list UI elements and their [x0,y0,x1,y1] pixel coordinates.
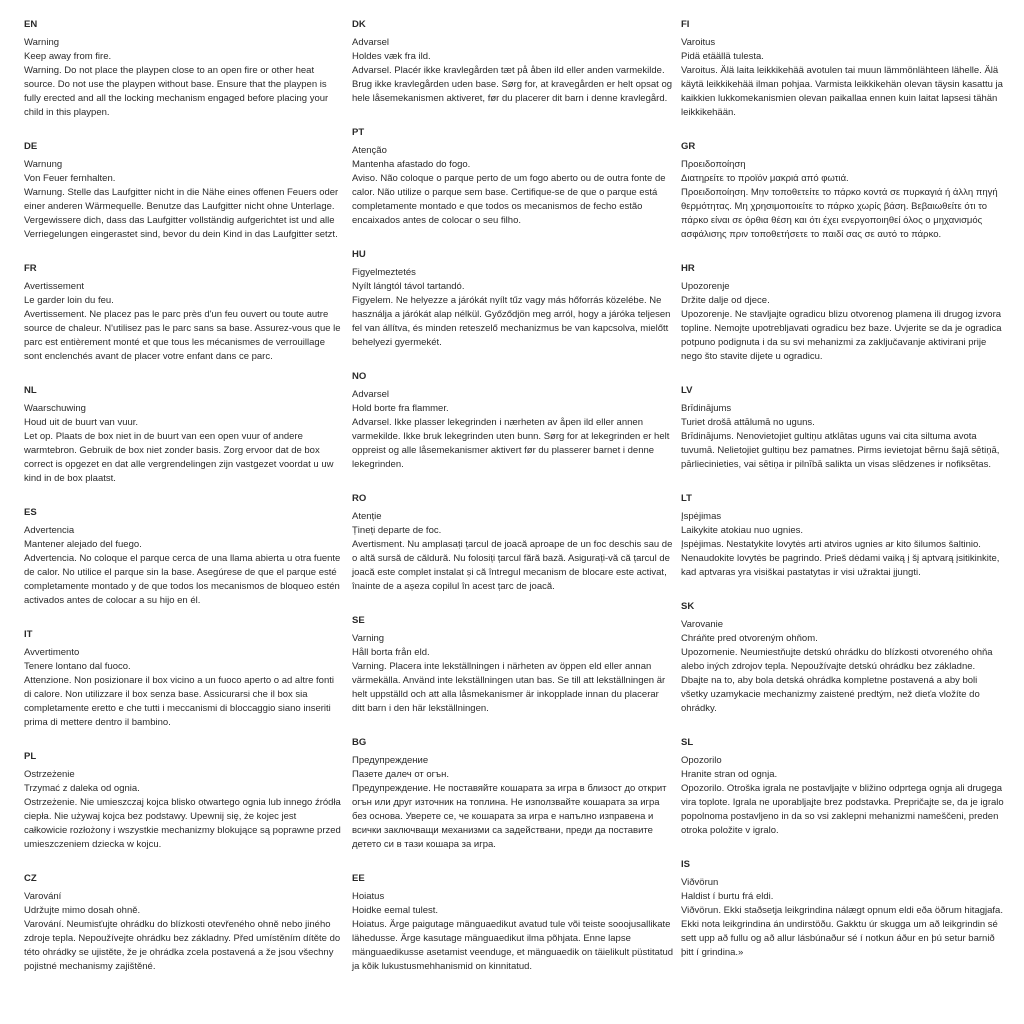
language-code: PT [352,127,365,138]
language-code: NL [24,385,37,396]
language-code: SE [352,615,365,626]
warning-body: Προειδοποίηση. Μην τοποθετείτε το πάρκο κοντά σε πυρκαγιά ή άλλη πηγή θερμότητας. Μη χρησιμοποιείτε το πάρκο χωρίς βάση. Βεβαιωθείτε ότι το πάρκο είναι σε όρθια θέση και ότι έχει ενεργοποιηθεί όλος ο μηχανισμός ασφάλισης πριν τοποθετήσετε το παιδί σας σε αυτό το πάρκο. [681,187,998,240]
language-block-se [352,614,674,716]
warning-heading: Avvertimento [24,647,80,658]
short-warning: Houd uit de buurt van vuur. [24,417,139,428]
language-code: DK [352,19,366,30]
short-warning: Διατηρείτε το προϊόν μακριά από φωτιά. [681,173,849,184]
short-warning: Turiet drošā attālumā no uguns. [681,417,815,428]
warning-heading: Figyelmeztetés [352,267,416,278]
warning-body: Opozorilo. Otroška igrala ne postavljajte v bližino odprtega ognja ali drugega vira toplote. Igrala ne uporabljajte brez podstavka. Prepričajte se, da je igralo popolnoma postavljeno in da so vsi zaklepni mehanizmi nameščeni, preden otroka položite v igralo. [681,783,1004,836]
short-warning: Hranite stran od ognja. [681,769,778,780]
language-code: IS [681,859,690,870]
short-warning: Hoidke eemal tulest. [352,905,439,916]
short-warning: Tenere lontano dal fuoco. [24,661,131,672]
language-block-lv [681,384,1005,472]
language-code: LV [681,385,693,396]
language-block-sl [681,736,1005,838]
column-3 [681,18,1005,980]
short-warning: Nyílt lángtól távol tartandó. [352,281,465,292]
language-block-dk [352,18,674,106]
warning-heading: Atenção [352,145,387,156]
warning-body: Warning. Do not place the playpen close to an open fire or other heat source. Do not use the playpen without base. Ensure that the playpen is fully erected and all the locking mechanism engaged before placing your child in this playpen. [24,65,329,118]
language-code: FR [24,263,37,274]
warning-body: Advarsel. Ikke plasser lekegrinden i nærheten av åpen ild eller annen varmekilde. Ikke bruk lekegrinden uten bunn. Sørg for at lekegrinden er helt oppreist og alle låsemekanismer aktivert før du plasserer barnet i denne lekegrinden. [352,417,670,470]
language-code: SK [681,601,695,612]
column-2 [352,18,674,994]
warning-heading: Warning [24,37,60,48]
language-block-ee [352,872,674,974]
warning-heading: Viðvörun [681,877,719,888]
language-block-sk [681,600,1005,716]
language-block-fi [681,18,1005,120]
warning-heading: Varoitus [681,37,716,48]
warning-body: Let op. Plaats de box niet in de buurt van een open vuur of andere warmtebron. Gebruik de box niet zonder basis. Zorg ervoor dat de box correct is opgezet en dat alle vergrendelingen zijn vastgezet voordat u uw kind in de box plaatst. [24,431,334,484]
warning-body: Brīdinājums. Nenovietojiet gultiņu atklātas uguns vai cita siltuma avota tuvumā. Nelietojiet gultiņu bez pamatnes. Pirms ievietojat bērnu šajā sētiņā, pārliecinieties, vai sētiņa ir pilnībā salikta un visas slēdzenes ir nofiksētas. [681,431,1000,470]
language-block-hu [352,248,674,350]
short-warning: Håll borta från eld. [352,647,430,658]
short-warning: Chráňte pred otvoreným ohňom. [681,633,818,644]
short-warning: Haldist í burtu frá eldi. [681,891,774,902]
warning-heading: Varování [24,891,62,902]
short-warning: Trzymać z daleka od ognia. [24,783,140,794]
warning-body: Hoiatus. Ärge paigutage mänguaedikut avatud tule või teiste sooojusallikate lähedusse. Ärge kasutage mänguaedikut ilma põhjata. Enne lapse mänguaedikusse asetamist veenduge, et mänguaedik on täielikult püstitatud ja kõik lukustusmehhanismid on kinnitatud. [352,919,674,972]
warning-heading: Atenție [352,511,382,522]
warning-heading: Advarsel [352,37,389,48]
language-code: HR [681,263,695,274]
language-block-bg [352,736,674,852]
warning-body: Aviso. Não coloque o parque perto de um fogo aberto ou de outra fonte de calor. Não utilize o parque sem base. Certifique-se de que o parque está completamente montado e que todos os mecanismos de fecho estão encaixados antes de colocar o seu filho. [352,173,666,226]
short-warning: Laikykite atokiau nuo ugnies. [681,525,803,536]
short-warning: Pidä etäällä tulesta. [681,51,764,62]
warning-heading: Advarsel [352,389,389,400]
warning-heading: Avertissement [24,281,85,292]
warning-body: Advertencia. No coloque el parque cerca de una llama abierta u otra fuente de calor. No utilice el parque sin la base. Asegúrese de que el parque esté completamente montado y de que todos los mecanismos de bloqueo estén activados antes de colocar a su hijo en él. [24,553,341,606]
short-warning: Udržujte mimo dosah ohně. [24,905,141,916]
warning-body: Предупреждение. Не поставяйте кошарата за игра в близост до открит огън или друг източник на топлина. Не използвайте кошарата за игра без основа. Уверете се, че кошарата за игра е напълно изправена и всички заключващи механизми са задействани, преди да поставите детето си в тази кошара за игра. [352,783,667,850]
short-warning: Mantenha afastado do fogo. [352,159,471,170]
warning-body: Varování. Neumisťujte ohrádku do blízkosti otevřeného ohně nebo jiného zdroje tepla. Nepoužívejte ohrádku bez základny. Před umístěním dítěte do této ohrádky se ujistěte, že je ohrádka zcela postavená a že jsou všechny pojistné mechanismy zajištěné. [24,919,341,972]
warning-heading: Warnung [24,159,63,170]
language-block-de [24,140,342,242]
short-warning: Hold borte fra flammer. [352,403,449,414]
column-1 [24,18,342,994]
language-block-pt [352,126,674,228]
language-block-ro [352,492,674,594]
warning-body: Varning. Placera inte lekställningen i närheten av öppen eld eller annan värmekälla. Använd inte lekställningen utan bas. Se till att lekställningen är helt uppställd och att alla låsmekanismer är inkopplade innan du placerar ditt barn i den här lekställningen. [352,661,666,714]
short-warning: Holdes væk fra ild. [352,51,431,62]
warning-body: Viðvörun. Ekki staðsetja leikgrindina nálægt opnum eldi eða öðrum hitagjafa. Ekki nota leikgrindina án undirstöðu. Gakktu úr skugga um að leikgrindin sé sett upp að fullu og að allur lásbúnaður sé í notkun áður en þú setur barnið þitt í grindina.» [681,905,1003,958]
warning-heading: Hoiatus [352,891,385,902]
warning-body: Avertisment. Nu amplasați țarcul de joacă aproape de un foc deschis sau de o altă sursă de căldură. Nu folosiți țarcul fără bază. Asigurați-vă că țarcul de joacă este complet instalat și că întregul mecanism de blocare este activat, înainte de a așeza copilul în acest țarc de joacă. [352,539,673,592]
language-code: EE [352,873,365,884]
language-block-no [352,370,674,472]
warning-body: Advarsel. Placér ikke kravlegården tæt på åben ild eller anden varmekilde. Brug ikke kravlegården uden base. Sørg for, at kravegården er helt opsat og hele låsemekanismen aktiveret, før du placerer dit barn i denne kravlegård. [352,65,673,104]
language-code: DE [24,141,38,152]
language-code: SL [681,737,694,748]
warning-body: Upozorenje. Ne stavljajte ogradicu blizu otvorenog plamena ili drugog izvora topline. Nemojte upotrebljavati ogradicu bez baze. Uvjerite se da je ogradica potpuno podignuta i da su svi mehanizmi za zaključavanje aktivirani prije nego što stavite dijete u ogradicu. [681,309,1002,362]
language-block-cz [24,872,342,974]
language-code: NO [352,371,367,382]
language-block-hr [681,262,1005,364]
warning-body: Figyelem. Ne helyezze a járókát nyílt tűz vagy más hőforrás közelébe. Ne használja a járókát alap nélkül. Győződjön meg arról, hogy a járóka teljesen fel van állítva, és minden reteszelő mechanizmus be van kapcsolva, mielőtt behelyezi gyermekét. [352,295,671,348]
warning-heading: Varovanie [681,619,724,630]
short-warning: Držite dalje od djece. [681,295,770,306]
warning-body: Varoitus. Älä laita leikkikehää avotulen tai muun lämmönlähteen lähelle. Älä käytä leikkikehää ilman pohjaa. Varmista leikkikehän olevan täysin kasattu ja kaikkien lukkomekanismien olevan paikallaa ennen kuin laitat lapsesi tähän leikkikehään. [681,65,1003,118]
warning-body: Ostrzeżenie. Nie umieszczaj kojca blisko otwartego ognia lub innego źródła ciepła. Nie używaj kojca bez podstawy. Upewnij się, że kojec jest całkowicie rozłożony i wszystkie mechanizmy blokujące są poprawne przed umieszczeniem dziecka w kojcu. [24,797,341,850]
language-code: EN [24,19,38,30]
language-code: RO [352,493,367,504]
warning-heading: Varning [352,633,385,644]
language-block-gr [681,140,1005,242]
short-warning: Von Feuer fernhalten. [24,173,116,184]
warning-body: Upozornenie. Neumiestňujte detskú ohrádku do blízkosti otvoreného ohňa alebo iných zdrojov tepla. Nepoužívajte detskú ohrádku bez základne. Dbajte na to, aby bola detská ohrádka kompletne postavená a aby boli všetky uzamykacie mechanizmy zaistené predtým, než dieťa vložíte do ohrádky. [681,647,993,714]
warning-body: Attenzione. Non posizionare il box vicino a un fuoco aperto o ad altre fonti di calore. Non utilizzare il box senza base. Assicurarsi che il box sia completamente eretto e che tutti i meccanismi di bloccaggio siano inseriti prima di mettere dentro il bambino. [24,675,334,728]
language-block-pl [24,750,342,852]
language-code: CZ [24,873,37,884]
language-block-lt [681,492,1005,580]
language-code: IT [24,629,33,640]
short-warning: Пазете далеч от огън. [352,769,449,780]
language-block-es [24,506,342,608]
language-code: GR [681,141,696,152]
warning-heading: Įspėjimas [681,511,722,522]
warning-heading: Предупреждение [352,755,429,766]
language-block-fr [24,262,342,364]
language-code: LT [681,493,692,504]
language-block-it [24,628,342,730]
language-code: BG [352,737,367,748]
warning-heading: Opozorilo [681,755,722,766]
warning-body: Avertissement. Ne placez pas le parc près d'un feu ouvert ou toute autre source de chaleur. N'utilisez pas le parc sans sa base. Assurez-vous que le parc est entièrement monté et que tous les mécanismes de verrouillage sont enclenchés avant de placer votre enfant dans ce parc. [24,309,341,362]
short-warning: Keep away from fire. [24,51,112,62]
warning-heading: Προειδοποίηση [681,159,746,170]
warning-body: Warnung. Stelle das Laufgitter nicht in die Nähe eines offenen Feuers oder einer anderen Wärmequelle. Benutze das Laufgitter nicht ohne Unterlage. Vergewissere dich, dass das Laufgitter vollständig aufgerichtet ist und alle Verriegelungen eingerastet sind, bevor du dein Kind in das Laufgitter setzt. [24,187,339,240]
language-block-is [681,858,1005,960]
language-block-nl [24,384,342,486]
warning-heading: Advertencia [24,525,75,536]
warning-body: Įspėjimas. Nestatykite lovytės arti atviros ugnies ar kito šilumos šaltinio. Nenaudokite lovytės be pagrindo. Prieš dėdami vaiką į šį aptvarą įsitikinkite, kad aptvaras yra visiškai pastatytas ir visi užraktai įjungti. [681,539,1000,578]
language-code: FI [681,19,690,30]
short-warning: Țineți departe de foc. [352,525,442,536]
warning-heading: Brīdinājums [681,403,732,414]
language-code: PL [24,751,37,762]
short-warning: Mantener alejado del fuego. [24,539,142,550]
warning-heading: Upozorenje [681,281,730,292]
language-code: ES [24,507,37,518]
warning-heading: Ostrzeżenie [24,769,75,780]
warning-heading: Waarschuwing [24,403,86,414]
language-block-en [24,18,342,120]
language-code: HU [352,249,366,260]
short-warning: Le garder loin du feu. [24,295,114,306]
